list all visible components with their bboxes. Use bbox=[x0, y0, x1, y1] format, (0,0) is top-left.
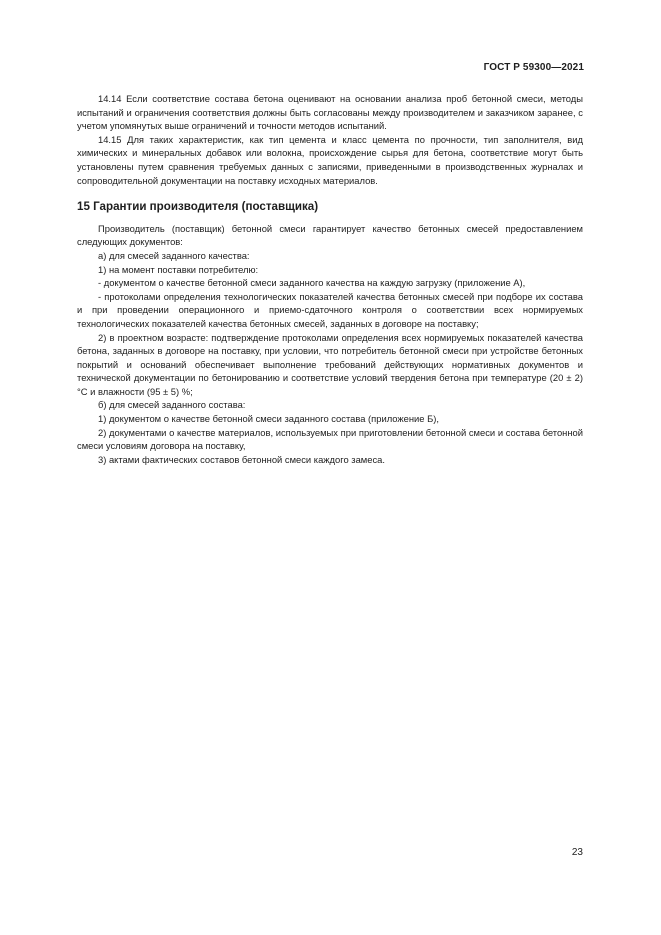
document-code: ГОСТ Р 59300—2021 bbox=[483, 62, 584, 73]
list-item-a-1-dash-1: - документом о качестве бетонной смеси заданного качества на каждую загрузку (приложение А), bbox=[98, 277, 526, 289]
list-item-b: б) для смесей заданного состава: bbox=[98, 399, 246, 411]
list-item-b-2: 2) документами о качестве материалов, используемых при приготовлении бетонной смеси и состава бетонной смеси условиям договора на поставку, bbox=[77, 426, 583, 452]
page-body bbox=[77, 92, 583, 466]
page-number: 23 bbox=[571, 847, 583, 858]
list-item-b-3: 3) актами фактических составов бетонной смеси каждого замеса. bbox=[98, 453, 385, 465]
list-item-a-1-dash-2: - протоколами определения технологических показателей качества бетонных смесей при подборе их состава и при проведении операционного и приемо-сдаточного контроля о соответствии всех нормируемых технологических показателей качества бетонных смесей, заданных в договоре на поставку; bbox=[77, 290, 583, 329]
list-item-b-1: 1) документом о качестве бетонной смеси заданного состава (приложение Б), bbox=[98, 413, 439, 425]
section-title: 15 Гарантии производителя (поставщика) bbox=[77, 200, 319, 214]
list-item-a: а) для смесей заданного качества: bbox=[98, 249, 250, 261]
list-item-a-2: 2) в проектном возрасте: подтверждение протоколами определения всех нормируемых показателей качества бетона, заданных в договоре на поставку, при условии, что потребитель бетонной смеси при устройстве бетонных покрытий и оснований обеспечивает выполнение требований действующих нормативных документов и технической документации по бетонированию и соответствие условий твердения бетона при температуре (20 ± 2) °С и влажности (95 ± 5) %; bbox=[77, 331, 583, 397]
clause-14-15: 14.15 Для таких характеристик, как тип цемента и класс цемента по прочности, тип заполнителя, вид химических и минеральных добавок или волокна, происхождение сырья для бетона, соответствие могут быть установлены путем сравнения требуемых данных с записями, приведенными в производственных журналах и сопроводительной документации на поставку исходных материалов. bbox=[77, 133, 583, 186]
clause-14-14: 14.14 Если соответствие состава бетона оценивают на основании анализа проб бетонной смеси, методы испытаний и ограничения соответствия должны быть согласованы между производителем и заказчиком заранее, с учетом упомянутых выше ограничений и точности методов испытаний. bbox=[77, 93, 583, 132]
paragraph-intro: Производитель (поставщик) бетонной смеси гарантирует качество бетонных смесей предоставлением следующих документов: bbox=[77, 222, 583, 248]
list-item-a-1: 1) на момент поставки потребителю: bbox=[98, 263, 259, 275]
